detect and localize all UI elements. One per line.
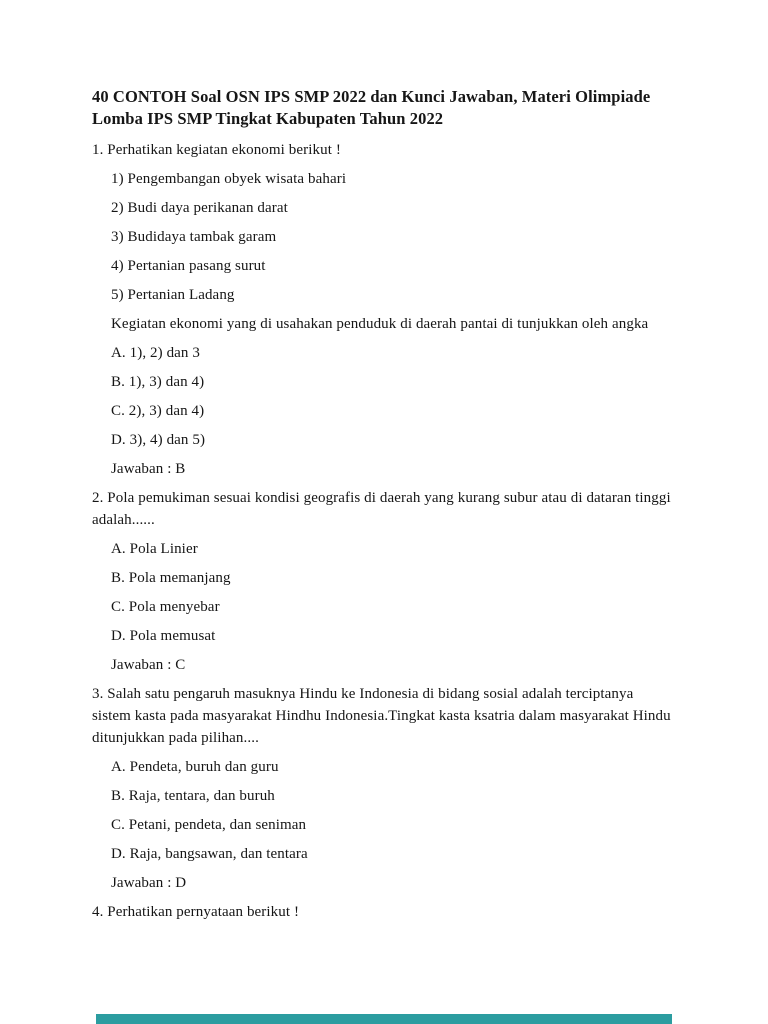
document-title: 40 CONTOH Soal OSN IPS SMP 2022 dan Kunci Jawaban, Materi Olimpiade Lomba IPS SMP Tingkat Kabupaten Tahun 2022 (92, 87, 651, 128)
question-block (92, 139, 672, 480)
numbered-statement: 4) Pertanian pasang surut (111, 258, 266, 274)
answer-option: C. Petani, pendeta, dan seniman (111, 817, 307, 833)
numbered-statement: 2) Budi daya perikanan darat (111, 200, 288, 216)
answer-option: B. Raja, tentara, dan buruh (111, 788, 275, 804)
numbered-statement: 1) Pengembangan obyek wisata bahari (111, 171, 347, 187)
answer-option: B. Pola memanjang (111, 570, 231, 586)
question-stem: Kegiatan ekonomi yang di usahakan penduduk di daerah pantai di tunjukkan oleh angka (111, 316, 649, 332)
answer-key-line: Jawaban : C (111, 657, 186, 673)
answer-option: A. 1), 2) dan 3 (111, 345, 200, 361)
answer-option: D. 3), 4) dan 5) (111, 432, 206, 448)
answer-option: B. 1), 3) dan 4) (111, 374, 205, 390)
question-block (92, 901, 672, 923)
question-heading: 1. Perhatikan kegiatan ekonomi berikut ! (92, 142, 341, 158)
numbered-statement: 3) Budidaya tambak garam (111, 229, 277, 245)
answer-option: C. 2), 3) dan 4) (111, 403, 205, 419)
question-heading: 4. Perhatikan pernyataan berikut ! (92, 904, 300, 920)
question-heading: 2. Pola pemukiman sesuai kondisi geografis di daerah yang kurang subur atau di dataran tinggi adalah...... (92, 490, 671, 528)
answer-option: C. Pola menyebar (111, 599, 220, 615)
answer-option: A. Pola Linier (111, 541, 198, 557)
numbered-statement: 5) Pertanian Ladang (111, 287, 235, 303)
question-block (92, 683, 672, 894)
answer-option: D. Pola memusat (111, 628, 216, 644)
answer-key-line: Jawaban : D (111, 875, 187, 891)
answer-key-line: Jawaban : B (111, 461, 186, 477)
question-block (92, 487, 672, 676)
next-page-edge-bar (96, 1014, 672, 1024)
answer-option: A. Pendeta, buruh dan guru (111, 759, 279, 775)
question-heading: 3. Salah satu pengaruh masuknya Hindu ke Indonesia di bidang sosial adalah terciptanya sistem kasta pada masyarakat Hindhu Indonesia.Tingkat kasta ksatria dalam masyarakat Hindu ditunjukkan pada pilihan.... (92, 686, 671, 746)
answer-option: D. Raja, bangsawan, dan tentara (111, 846, 308, 862)
